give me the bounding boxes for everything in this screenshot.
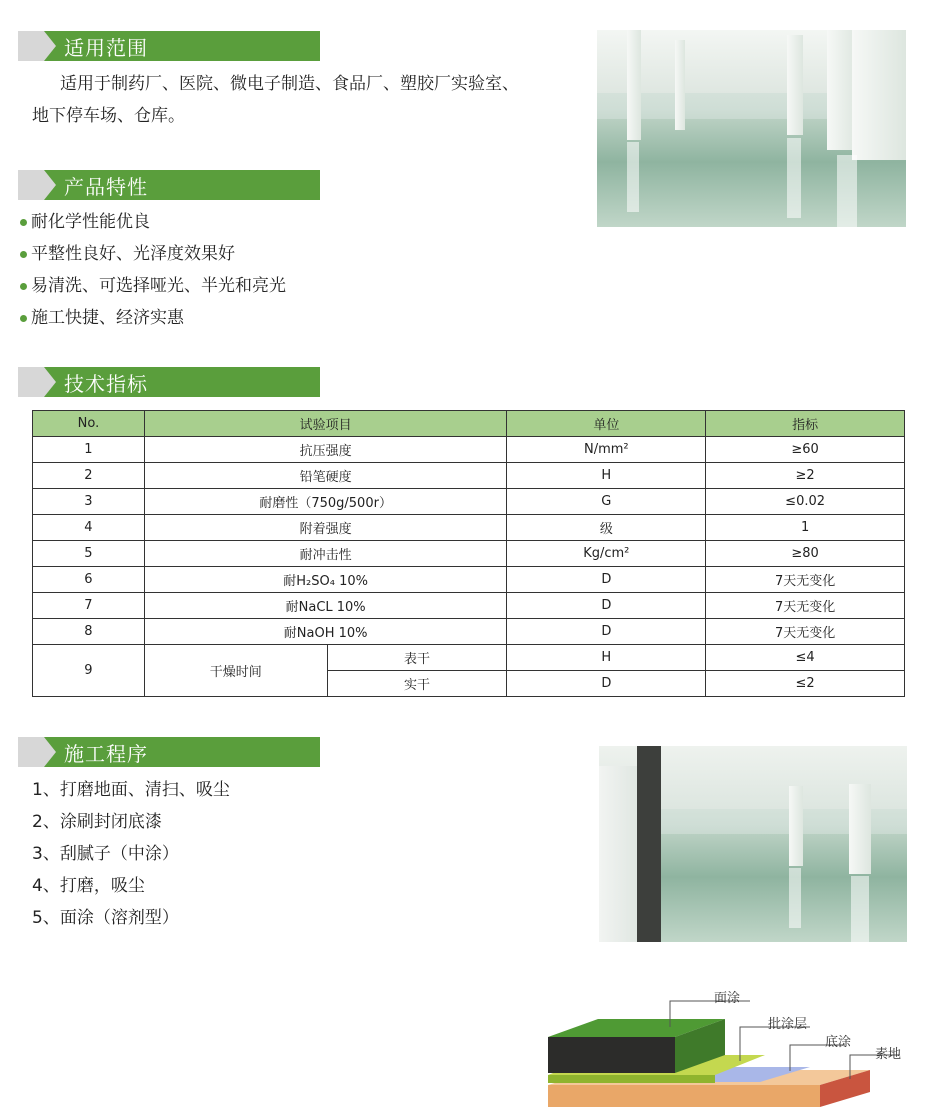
scope-text-line1: 适用于制药厂、医院、微电子制造、食品厂、塑胶厂实验室、 xyxy=(60,74,519,94)
table-cell: 级 xyxy=(507,515,706,541)
table-cell: Kg/cm² xyxy=(507,541,706,567)
putty-layer-front xyxy=(548,1075,715,1083)
list-item xyxy=(20,238,286,270)
table-row xyxy=(33,619,905,645)
table-cell: 6 xyxy=(33,567,145,593)
column-header: 试验项目 xyxy=(144,411,507,437)
chevron-right-icon xyxy=(18,367,44,397)
table-row xyxy=(33,489,905,515)
specs-table xyxy=(32,410,905,697)
table-cell: 耐NaCL 10% xyxy=(144,593,507,619)
table-cell: H xyxy=(507,463,706,489)
table-cell: 5 xyxy=(33,541,145,567)
table-cell: 耐冲击性 xyxy=(144,541,507,567)
table-cell: 9 xyxy=(33,645,145,697)
table-cell: 1 xyxy=(706,515,905,541)
table-row xyxy=(33,645,905,671)
list-item: 1、打磨地面、清扫、吸尘 xyxy=(32,780,230,800)
label-primer: 底涂 xyxy=(825,1035,852,1050)
table-cell: 8 xyxy=(33,619,145,645)
list-item: 2、涂刷封闭底漆 xyxy=(32,812,162,832)
table-cell: D xyxy=(507,619,706,645)
table-row xyxy=(33,437,905,463)
column-header: 指标 xyxy=(706,411,905,437)
table-cell: G xyxy=(507,489,706,515)
section-title: 产品特性 xyxy=(64,174,148,199)
column-header: No. xyxy=(33,411,145,437)
feature-text: 易清洗、可选择哑光、半光和亮光 xyxy=(31,276,286,296)
list-item xyxy=(20,302,286,334)
table-cell: ≥60 xyxy=(706,437,905,463)
section-header-specs xyxy=(18,367,320,397)
table-row xyxy=(33,463,905,489)
table-cell: ≤4 xyxy=(706,645,905,671)
column-header: 单位 xyxy=(507,411,706,437)
section-header-procedure xyxy=(18,737,320,767)
table-cell: H xyxy=(507,645,706,671)
bullet-icon xyxy=(20,219,27,226)
table-cell: 实干 xyxy=(327,671,507,697)
table-cell: 3 xyxy=(33,489,145,515)
list-item xyxy=(20,206,286,238)
table-cell: D xyxy=(507,593,706,619)
list-item xyxy=(20,270,286,302)
section-title: 技术指标 xyxy=(64,371,148,396)
substrate-layer-front xyxy=(548,1085,820,1107)
table-row xyxy=(33,567,905,593)
table-cell: D xyxy=(507,567,706,593)
table-cell: 4 xyxy=(33,515,145,541)
table-cell: ≤0.02 xyxy=(706,489,905,515)
table-cell: 表干 xyxy=(327,645,507,671)
table-cell: 7 xyxy=(33,593,145,619)
table-cell: 1 xyxy=(33,437,145,463)
table-cell: ≥80 xyxy=(706,541,905,567)
table-cell: 干燥时间 xyxy=(144,645,327,697)
feature-text: 耐化学性能优良 xyxy=(31,212,150,232)
table-row xyxy=(33,541,905,567)
table-cell: 铅笔硬度 xyxy=(144,463,507,489)
label-putty: 批涂层 xyxy=(768,1017,808,1032)
table-cell: 7天无变化 xyxy=(706,619,905,645)
topcoat-layer-front xyxy=(548,1037,675,1073)
feature-text: 施工快捷、经济实惠 xyxy=(31,308,184,328)
table-header-row xyxy=(33,411,905,437)
table-cell: ≥2 xyxy=(706,463,905,489)
section-header-features xyxy=(18,170,320,200)
table-cell: 抗压强度 xyxy=(144,437,507,463)
table-cell: 耐H₂SO₄ 10% xyxy=(144,567,507,593)
bullet-icon xyxy=(20,315,27,322)
table-cell: N/mm² xyxy=(507,437,706,463)
bullet-icon xyxy=(20,251,27,258)
coating-layer-diagram xyxy=(540,985,920,1110)
procedure-list xyxy=(32,774,230,934)
table-row xyxy=(33,593,905,619)
floor-photo-1 xyxy=(597,30,906,227)
bullet-icon xyxy=(20,283,27,290)
table-cell: D xyxy=(507,671,706,697)
table-cell: 附着强度 xyxy=(144,515,507,541)
table-cell: 7天无变化 xyxy=(706,567,905,593)
chevron-right-icon xyxy=(18,170,44,200)
section-title: 施工程序 xyxy=(64,741,148,766)
label-topcoat: 面涂 xyxy=(714,991,741,1006)
list-item: 4、打磨，吸尘 xyxy=(32,876,145,896)
features-list xyxy=(20,206,286,334)
table-cell: 耐NaOH 10% xyxy=(144,619,507,645)
section-header-scope xyxy=(18,31,320,61)
table-row xyxy=(33,515,905,541)
scope-text-line2: 地下停车场、仓库。 xyxy=(32,106,185,126)
table-cell: ≤2 xyxy=(706,671,905,697)
section-title: 适用范围 xyxy=(64,35,148,60)
table-cell: 耐磨性（750g/500r） xyxy=(144,489,507,515)
chevron-right-icon xyxy=(18,737,44,767)
list-item: 5、面涂（溶剂型） xyxy=(32,908,179,928)
table-cell: 7天无变化 xyxy=(706,593,905,619)
chevron-right-icon xyxy=(18,31,44,61)
floor-photo-2 xyxy=(599,746,907,942)
list-item: 3、刮腻子（中涂） xyxy=(32,844,179,864)
table-cell: 2 xyxy=(33,463,145,489)
feature-text: 平整性良好、光泽度效果好 xyxy=(31,244,235,264)
label-substrate: 素地 xyxy=(875,1047,902,1062)
